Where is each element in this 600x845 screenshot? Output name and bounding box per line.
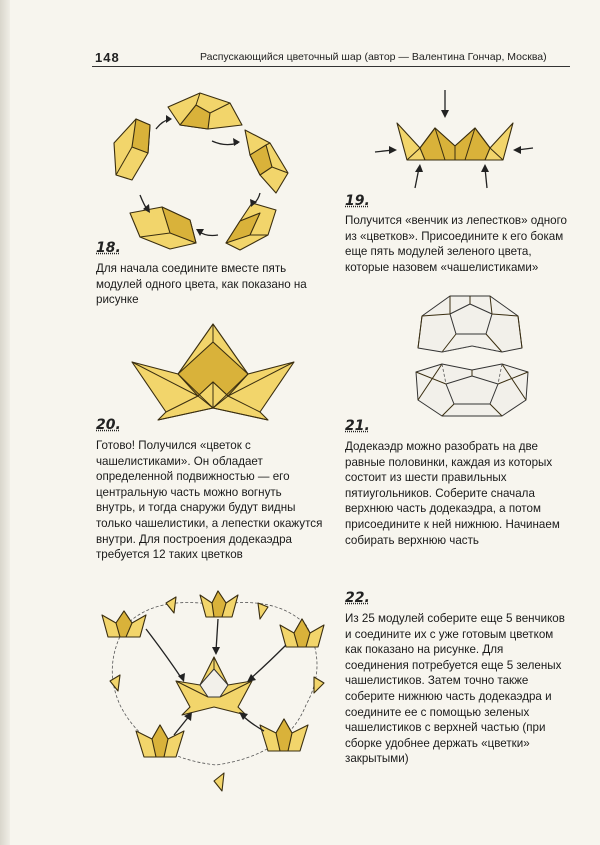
step-21-text: Додекаэдр можно разобрать на две равные половинки, каждая из которых состоит из шести правильных пятиугольников. Соберите сначала верхнюю часть додекаэдра, а потом присоедините к ней нижнюю. Начинаем собирать верхнюю часть <box>345 440 560 547</box>
sepal-4 <box>314 677 324 693</box>
crown-right <box>280 619 324 647</box>
page-binding-edge <box>0 0 10 845</box>
step-19-number: 19. <box>345 193 370 209</box>
figure-18-module-ring <box>100 85 300 255</box>
step-22-number: 22. <box>345 590 370 606</box>
sepal-1 <box>166 597 176 613</box>
sepal-3 <box>110 675 120 691</box>
header-rule <box>92 66 570 67</box>
crown-bottom-right <box>260 719 308 751</box>
sepal-2 <box>258 603 268 619</box>
module-top <box>168 93 242 129</box>
module-left <box>114 119 150 180</box>
crown-top-center <box>200 591 238 617</box>
dodecahedron-top-half <box>418 296 522 352</box>
page-number: 148 <box>95 50 120 65</box>
running-title: Распускающийся цветочный шар (автор — Валентина Гончар, Москва) <box>200 51 547 63</box>
module-bottom-right <box>226 203 276 250</box>
step-21-number: 21. <box>345 418 370 434</box>
dodecahedron-bottom-half <box>416 364 528 416</box>
module-right <box>245 130 288 193</box>
figure-20-flower-with-sepals <box>128 322 298 434</box>
sepal-5 <box>214 773 224 791</box>
step-19-text: Получится «венчик из лепестков» одного из «цветков». Присоедините к его бокам еще пять модулей зеленого цвета, которые назовем «чашелистиками» <box>345 214 567 274</box>
step-22-text: Из 25 модулей соберите еще 5 венчиков и соедините их с уже готовым цветком как показано на рисунке. Для соединения потребуется еще 5 зеленых чашелистиков. Затем точно также соберите нижнюю часть додекаэдра и соедините ее с помощью зеленых чашелистиков с верхней частью (при сборке удобнее держать «цветки» закрытыми) <box>345 612 565 766</box>
step-20-number: 20. <box>96 417 121 433</box>
figure-19-petal-crown <box>375 88 535 188</box>
step-18-text: Для начала соедините вместе пять модулей одного цвета, как показано на рисунке <box>96 262 307 307</box>
step-18-number: 18. <box>96 240 121 256</box>
module-bottom-left <box>130 207 196 249</box>
figure-21-dodecahedron-halves <box>402 292 542 422</box>
center-flower <box>176 657 252 715</box>
figure-22-assembly-diagram <box>96 585 332 800</box>
crown-bottom-left <box>136 725 184 757</box>
step-20-text: Готово! Получился «цветок с чашелистиками». Он обладает определенной подвижностью — его центральную часть можно вогнуть внутрь, и тогда снаружи будут видны только чашелистики, а лепестки окажутся внутри. Для построения додекаэдра требуется 12 таких цветков <box>96 439 323 562</box>
